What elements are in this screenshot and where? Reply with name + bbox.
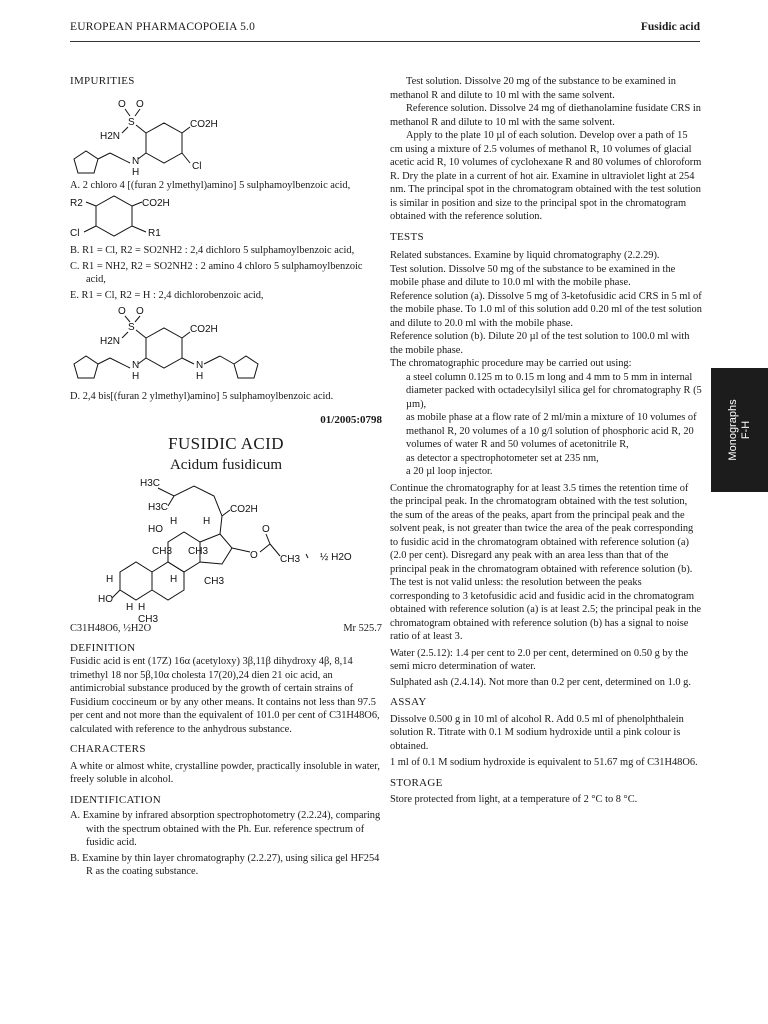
fa-h6: H bbox=[138, 602, 146, 613]
dot bbox=[306, 554, 308, 558]
bond bbox=[204, 356, 220, 364]
bond bbox=[220, 356, 234, 364]
impurity-a: A. 2 chloro 4 [(furan 2 ylmethyl)amino] 5 sulphamoylbenzoic acid, bbox=[70, 179, 351, 191]
side-tab-line2: F-H bbox=[739, 420, 752, 440]
fa-h3c-top: H3C bbox=[140, 478, 161, 489]
struct-d-h2n: H2N bbox=[100, 336, 121, 347]
tests-heading: TESTS bbox=[390, 230, 424, 243]
fa-o1: O bbox=[262, 524, 270, 535]
rs-reference-solution-b: Reference solution (b). Dilute 20 µl of the test solution to 100.0 ml with the mobile phase. bbox=[390, 331, 690, 356]
struct-a-cl: Cl bbox=[192, 160, 202, 172]
characters-heading: CHARACTERS bbox=[70, 743, 146, 755]
formula-row bbox=[70, 622, 382, 636]
impurity-e: E. R1 = Cl, R2 = H : 2,4 dichlorobenzoic acid, bbox=[70, 289, 264, 301]
struct-b-cl: Cl bbox=[70, 228, 80, 239]
benzene-ring bbox=[96, 196, 132, 236]
chrom-injector: a 20 µl loop injector. bbox=[406, 466, 493, 477]
right-column bbox=[390, 75, 702, 807]
bond bbox=[84, 226, 96, 232]
chromatographic-procedure-intro: The chromatographic procedure may be carried out using: bbox=[390, 358, 632, 369]
assay-heading: ASSAY bbox=[390, 696, 427, 708]
struct-b-r2: R2 bbox=[70, 198, 83, 209]
struct-d-n1: N bbox=[132, 360, 140, 371]
struct-d-o2: O bbox=[136, 306, 144, 317]
fa-hydrate: ½ H2O bbox=[320, 552, 352, 563]
bond bbox=[132, 226, 146, 232]
header-pharmacopoeia: EUROPEAN PHARMACOPOEIA 5.0 bbox=[70, 21, 256, 33]
fa-ho-top: HO bbox=[148, 524, 163, 535]
ident-test-solution: Test solution. Dissolve 20 mg of the substance to be examined in methanol R and dilute to 10 ml with the same solvent. bbox=[390, 76, 676, 101]
struct-a-s: S bbox=[128, 116, 135, 128]
definition-heading: DEFINITION bbox=[70, 641, 136, 654]
definition-text: Fusidic acid is ent (17Z) 16α (acetyloxy) 3β,11β dihydroxy 4β, 8,14 trimethyl 18 nor 5β,10α cholesta 17(20),24 dien 21 oic acid, an antimicrobial substance produced by the growth of certain strains of Fusidium coccineum or by any other means. It contains not less than 97.5 per cent and not more than the equivalent of 101.0 per cent of C31H48O6, calculated with reference to the anhydrous substance. bbox=[70, 656, 380, 735]
bond bbox=[220, 516, 222, 534]
left-column bbox=[70, 75, 382, 879]
side-tab-label bbox=[727, 399, 753, 460]
bond bbox=[122, 127, 128, 133]
bond bbox=[182, 127, 190, 133]
struct-d-n2: N bbox=[196, 360, 204, 371]
ident-reference-solution: Reference solution. Dissolve 24 mg of diethanolamine fusidate CRS in methanol R and dilute to 10 ml with the same solvent. bbox=[390, 103, 701, 128]
fa-h3: H bbox=[106, 574, 114, 585]
ident-apply-develop: Apply to the plate 10 µl of each solution. Develop over a path of 15 cm using a mixture of 2.5 volumes of methanol R, 10 volumes of glacial acetic acid R, 10 volumes of cyclohexane R and 80 volumes of chloroform R. Dry the plate in a current of hot air. Examine in ultraviolet light at 254 nm. The principal spot in the chromatogram obtained with the test solution is similar in position and size to the principal spot in the chromatogram obtained with the reference solution. bbox=[390, 130, 702, 222]
monograph-latin-name: Acidum fusidicum bbox=[169, 456, 283, 473]
bond bbox=[260, 544, 270, 552]
fa-h1: H bbox=[170, 516, 178, 527]
bond bbox=[136, 330, 146, 338]
benzene-ring bbox=[146, 328, 182, 368]
impurity-d: D. 2,4 bis[(furan 2 ylmethyl)amino] 5 sulphamoylbenzoic acid. bbox=[70, 391, 334, 402]
rs-test-solution: Test solution. Dissolve 50 mg of the substance to be examined in the mobile phase and dilute to 10.0 ml with the mobile phase. bbox=[390, 263, 676, 288]
bond bbox=[182, 332, 190, 338]
ring-a bbox=[120, 562, 152, 600]
bond bbox=[110, 153, 130, 163]
assay-equivalence: 1 ml of 0.1 M sodium hydroxide is equivalent to 51.67 mg of C31H48O6. bbox=[390, 757, 698, 768]
impurity-d-structure bbox=[70, 302, 382, 390]
fa-o2: O bbox=[250, 550, 258, 561]
chrom-mobile-phase: as mobile phase at a flow rate of 2 ml/min a mixture of 10 volumes of methanol R, 20 volumes of a 10 g/l solution of phosphoric acid R, 20 volumes of water R and 50 volumes of acetonitrile R, bbox=[406, 412, 697, 450]
impurity-b: B. R1 = Cl, R2 = SO2NH2 : 2,4 dichloro 5 sulphamoylbenzoic acid, bbox=[70, 245, 355, 256]
fa-ho-bottom: HO bbox=[98, 594, 113, 605]
impurities-heading: IMPURITIES bbox=[70, 75, 135, 87]
monograph-reference-number: 01/2005:0798 bbox=[320, 413, 382, 426]
identification-b: B. Examine by thin layer chromatography (2.2.27), using silica gel HF254 R as the coating substance. bbox=[70, 852, 380, 877]
struct-a-co2h: CO2H bbox=[190, 118, 218, 130]
storage-heading: STORAGE bbox=[390, 776, 443, 789]
struct-a-o1: O bbox=[118, 98, 126, 110]
furan-ring-1 bbox=[74, 356, 98, 378]
fa-ch3-acetyl: CH3 bbox=[280, 554, 301, 565]
bond bbox=[182, 358, 194, 364]
fa-h4: H bbox=[170, 574, 178, 585]
header-rule bbox=[70, 41, 700, 42]
bond bbox=[168, 496, 174, 506]
struct-d-h1: H bbox=[132, 371, 140, 382]
struct-a-n: N bbox=[132, 155, 140, 167]
fa-h5: H bbox=[126, 602, 134, 613]
struct-b-r1: R1 bbox=[148, 228, 161, 239]
molecular-formula: C31H48O6, ½H2O bbox=[70, 623, 152, 634]
impurity-a-structure bbox=[70, 89, 382, 179]
bond bbox=[182, 153, 190, 163]
bond bbox=[110, 358, 130, 368]
water-test: Water (2.5.12): 1.4 per cent to 2.0 per cent, determined on 0.50 g by the semi micro determination of water. bbox=[390, 647, 689, 672]
fa-co2h: CO2H bbox=[230, 504, 258, 515]
bond bbox=[132, 202, 142, 206]
identification-a: A. Examine by infrared absorption spectrophotometry (2.2.24), comparing with the spectrum obtained with the Ph. Eur. reference spectrum of fusidic acid. bbox=[70, 810, 381, 848]
struct-b-co2h: CO2H bbox=[142, 198, 170, 209]
rs-reference-solution-a: Reference solution (a). Dissolve 5 mg of 3-ketofusidic acid CRS in 5 ml of the mobile phase. To 1.0 ml of this solution add 0.20 ml of the test solution and dilute to 20.0 ml with the mobile phase. bbox=[390, 290, 702, 329]
monographs-side-tab bbox=[711, 368, 768, 492]
bond bbox=[222, 510, 230, 516]
fa-ch3-2: CH3 bbox=[188, 546, 209, 557]
struct-d-o1: O bbox=[118, 306, 126, 317]
identification-heading: IDENTIFICATION bbox=[70, 793, 161, 806]
bond bbox=[136, 125, 146, 133]
struct-d-s: S bbox=[128, 322, 135, 333]
fa-ch3-3: CH3 bbox=[204, 576, 225, 587]
struct-d-h2: H bbox=[196, 371, 204, 382]
bond bbox=[232, 548, 250, 552]
bond bbox=[270, 544, 280, 556]
sulphated-ash-test: Sulphated ash (2.4.14). Not more than 0.2 per cent, determined on 1.0 g. bbox=[390, 676, 691, 688]
fa-ch3-1: CH3 bbox=[152, 546, 173, 557]
impurity-c: C. R1 = NH2, R2 = SO2NH2 : 2 amino 4 chloro 5 sulphamoylbenzoic acid, bbox=[70, 260, 363, 285]
bond bbox=[135, 109, 140, 116]
bond bbox=[125, 109, 130, 116]
furan-ring-2 bbox=[234, 356, 258, 378]
benzene-ring bbox=[146, 123, 182, 163]
struct-d-co2h: CO2H bbox=[190, 324, 218, 335]
bond bbox=[98, 358, 110, 364]
characters-text: A white or almost white, crystalline powder, practically insoluble in water, freely soluble in alcohol. bbox=[70, 760, 380, 785]
chrom-continue-text: Continue the chromatography for at least 3.5 times the retention time of the principal peak. In the chromatogram obtained with the test solution, the sum of the areas of the peaks, apart from the principal peak and the solvent peak, is not greater than twice the area of the peak corresponding to fusidic acid in the chromatogram obtained with reference solution (a) (2.0 per cent). Disregard any peak with an area less than that of the principal peak in the chromatogram obtained with reference solution (b). The test is not valid unless: the resolution between the peaks corresponding to 3 ketofusidic acid and fusidic acid in the chromatogram obtained with reference solution (a) is at least 2.5; the principal peak in the chromatogram obtained with reference solution (b) has a signal to noise ratio of at least 3. bbox=[390, 482, 702, 642]
assay-text: Dissolve 0.500 g in 10 ml of alcohol R. Add 0.5 ml of phenolphthalein solution R. Titrate with 0.1 M sodium hydroxide until a pink colour is obtained. bbox=[390, 713, 684, 752]
fa-h2: H bbox=[203, 516, 211, 527]
storage-text: Store protected from light, at a temperature of 2 °C to 8 °C. bbox=[390, 794, 638, 805]
bond bbox=[112, 590, 120, 598]
monograph-title: FUSIDIC ACID bbox=[168, 434, 284, 453]
struct-a-o2: O bbox=[136, 98, 144, 110]
fusidic-acid-structure bbox=[70, 472, 382, 622]
bond bbox=[266, 534, 270, 544]
impurity-bce-structure bbox=[70, 192, 382, 240]
fa-h3c-2: H3C bbox=[148, 502, 169, 513]
struct-a-h: H bbox=[132, 166, 140, 178]
bond bbox=[86, 202, 96, 206]
side-tab-line1: Monographs bbox=[726, 399, 739, 461]
chrom-detector: as detector a spectrophotometer set at 235 nm, bbox=[406, 452, 599, 464]
furan-ring bbox=[74, 151, 98, 173]
struct-a-h2n: H2N bbox=[100, 130, 121, 142]
relative-molecular-mass: Mr 525.7 bbox=[343, 623, 382, 634]
bond bbox=[98, 153, 110, 159]
related-substances: Related substances. Examine by liquid chromatography (2.2.29). bbox=[390, 250, 660, 261]
fa-ch3-4: CH3 bbox=[138, 614, 159, 622]
header-monograph-name: Fusidic acid bbox=[640, 21, 700, 33]
chrom-column: a steel column 0.125 m to 0.15 m long and 4 mm to 5 mm in internal diameter packed with octadecylsilyl silica gel for chromatography R (5 µm), bbox=[406, 371, 702, 410]
ring-b bbox=[152, 562, 184, 600]
bond bbox=[122, 332, 128, 338]
